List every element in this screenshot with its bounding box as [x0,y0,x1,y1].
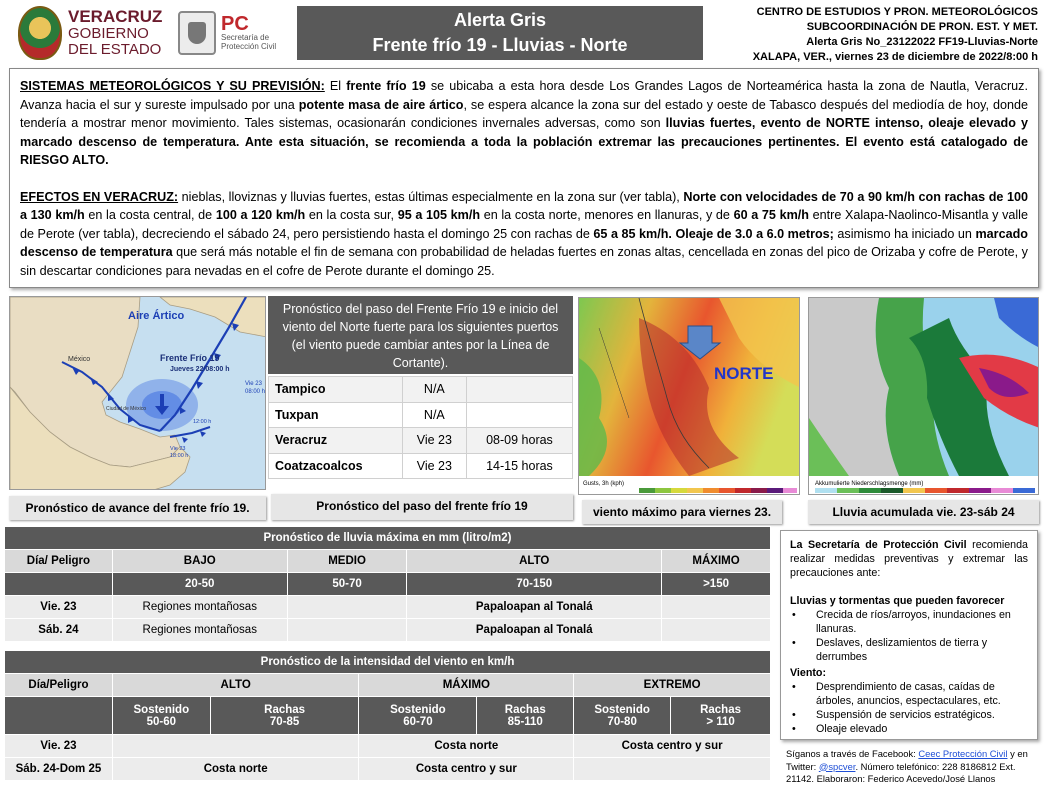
bold-text: Norte con velocidades de 70 a 90 km/h con rachas de 100 a 130 km/h [20,189,1028,222]
rain-level-maximo: MÁXIMO [662,550,771,573]
rain-table [4,526,771,642]
logo-veracruz-line3: DEL ESTADO [68,40,162,58]
bold-text: 95 a 105 km/h [397,208,481,222]
rain-level-bajo: BAJO [112,550,287,573]
bold-text: frente frío 19 [346,79,426,93]
wind-extremo [574,758,771,781]
wind-table [4,650,771,781]
aire-artico-label: Aire Ártico [128,310,185,322]
sub-label: Rachas [264,703,306,716]
rain-maximo [662,596,771,619]
recs-intro-bold: La Secretaría de Protección Civil [790,539,967,551]
sub-value: 70-80 [607,715,637,728]
port-day: Vie 23 [402,428,466,454]
rain-bajo: Regiones montañosas [112,596,287,619]
ports-table-header: Pronóstico del paso del Frente Frío 19 e inicio del viento del Norte fuerte para los siguientes puertos (el viento puede cambiar antes por la Línea de Cortante). [268,296,573,374]
wind-sub-max-sost [359,697,477,735]
rain-alto: Papaloapan al Tonalá [407,596,662,619]
veracruz-government-logo [18,4,168,62]
ports-table [268,376,573,479]
text: se ubicaba a esta hora desde Los Grandes Lagos de Norteamérica hasta la zona de Nautla, Veracruz. Avanza hacia el sur y sureste impulsado por una [20,79,1028,112]
recs-wind-heading: Viento: [790,667,827,679]
rain-row [5,619,771,642]
summary-effects-paragraph [20,188,1028,281]
bold-text: 65 a 85 km/h. Oleaje de 3.0 a 6.0 metros; [593,226,834,241]
front-time-label: Jueves 22/08:00 h [170,366,230,373]
footer-text: y en Twitter: [786,748,1028,772]
footer-text: Síganos a través de Facebook: [786,748,919,759]
port-name: Tuxpan [269,402,403,428]
veracruz-crest-icon [18,6,62,60]
rain-table-title: Pronóstico de lluvia máxima en mm (litro/m2) [5,527,771,550]
front-name-label: Frente Frío 19 [160,353,220,363]
contact-footer [786,748,1038,786]
rain-day: Vie. 23 [5,596,113,619]
text: en la costa sur, [305,208,398,222]
wind-level-extremo: EXTREMO [574,674,771,697]
wind-table-title: Pronóstico de la intensidad del viento en km/h [5,651,771,674]
wind-level-alto: ALTO [112,674,359,697]
wind-maximo: Costa norte [359,735,574,758]
rain-maximo [662,619,771,642]
rain-range-maximo: >150 [662,573,771,596]
wind-gusts-map [578,297,800,495]
vie23-time: 08:00 h [245,389,266,395]
wind-sub-alto-sost [112,697,210,735]
vie23b-time: 12:00 h [193,419,212,425]
recs-item: • Crecida de ríos/arroyos, inundaciones en llanuras. [790,608,1028,636]
sub-value: 50-60 [146,715,177,728]
text: que será más notable el fin de semana con probabilidad de heladas fuertes en zonas altas, cencellada en zonas del pico de Orizaba y cofre de Perote, y sin descartar condiciones para nevadas en el cofre de Perote durante el domingo 25. [20,245,1028,278]
rain-range-blank [5,573,113,596]
front-advance-caption: Pronóstico de avance del frente frío 19. [9,496,266,520]
wind-row [5,758,771,781]
mexico-label: México [68,356,91,363]
summary-systems-paragraph [20,77,1028,170]
front-advance-map [9,296,266,490]
wind-alto [112,735,359,758]
wind-row [5,735,771,758]
recs-item: • Oleaje elevado [790,722,1028,736]
text: entre Xalapa-Naolinco-Misantla y valle de Perote (ver tabla), decreciendo el sábado 24, pero persistiendo hasta el domingo 25 con rachas de [20,208,1028,241]
vie23c-time: 18:00 h [170,453,189,459]
rain-range-alto: 70-150 [407,573,662,596]
rain-map-caption: Lluvia acumulada vie. 23-sáb 24 [808,500,1039,524]
wind-day: Sáb. 24-Dom 25 [5,758,113,781]
rain-legend-bar [815,488,1035,493]
vie23c-label: Vie 23 [170,446,186,452]
bold-text: lluvias fuertes, evento de NORTE intenso, oleaje elevado y marcado descenso de temperatura. Ante esta situación, se recomienda a toda la población extremar las precauciones pertinentes. El evento está catalogado de RIESGO ALTO. [20,116,1028,167]
header-info-line3: Alerta Gris No_23122022 FF19-Lluvias-Norte [806,36,1038,48]
wind-sub-blank [5,697,113,735]
rain-level-medio: MEDIO [287,550,407,573]
wind-legend-label: Gusts, 3h (kph) [583,481,625,487]
bold-text: marcado descenso de temperatura [20,226,1028,259]
alert-title-line1: Alerta Gris [453,10,547,30]
rain-level-alto: ALTO [407,550,662,573]
wind-legend-bar [639,488,797,493]
wind-sub-ext-rachas [671,697,771,735]
front-map-svg [10,297,266,490]
recs-rain-list [790,608,1028,664]
proteccion-civil-logo [178,8,290,58]
port-row [269,402,573,428]
facebook-link[interactable]: Ceec Protección Civil [918,748,1008,759]
header-info-line2: SUBCOORDINACIÓN DE PRON. EST. Y MET. [806,21,1038,33]
header-info-line1: CENTRO DE ESTUDIOS Y PRON. METEOROLÓGICOS [756,6,1038,18]
port-row [269,377,573,403]
text: en la costa norte, menores en llanuras, y de [480,208,734,222]
sub-value: 60-70 [403,715,433,728]
rain-day: Sáb. 24 [5,619,113,642]
header-info [708,5,1038,65]
bold-text: potente masa de aire ártico [298,97,464,112]
wind-level-maximo: MÁXIMO [359,674,574,697]
port-name: Tampico [269,377,403,403]
rain-legend-label: Akkumulierte Niederschlagsmenge (mm) [815,481,924,487]
text: en la costa central, de [84,208,216,222]
port-hours [466,402,572,428]
rain-medio [287,596,407,619]
recs-rain-heading: Lluvias y tormentas que pueden favorecer [790,595,1005,607]
wind-sub-ext-sost [574,697,671,735]
effects-heading: EFECTOS EN VERACRUZ: [20,189,179,204]
port-hours [466,377,572,403]
wind-map-svg [579,298,800,495]
text: nieblas, lloviznas y lluvias fuertes, estas últimas especialmente en la zona sur (ver tabla), [178,189,684,204]
sub-label: Sostenido [594,703,650,716]
ports-caption: Pronóstico del paso del frente frío 19 [271,494,573,520]
rain-medio [287,619,407,642]
vie23-label: Vie 23 [245,381,262,387]
rain-row [5,596,771,619]
wind-maximo: Costa centro y sur [359,758,574,781]
wind-sub-alto-rachas [210,697,359,735]
recs-intro-text: recomienda realizar medidas preventivas y extremar las precauciones ante: [790,539,1028,579]
port-name: Veracruz [269,428,403,454]
alert-title-line2: Frente frío 19 - Lluvias - Norte [372,35,628,55]
port-name: Coatzacoalcos [269,453,403,479]
port-day: Vie 23 [402,453,466,479]
logo-pc-line2: Secretaría de [221,33,270,43]
rain-range-medio: 50-70 [287,573,407,596]
port-day: N/A [402,402,466,428]
wind-sub-max-rachas [477,697,574,735]
recs-item: • Suspensión de servicios estratégicos. [790,708,1028,722]
text: asimismo ha iniciado un [833,226,976,241]
recs-item: • Deslaves, deslizamientos de tierra y derrumbes [790,636,1028,664]
rain-col-day: Día/ Peligro [5,550,113,573]
norte-label: NORTE [714,364,774,383]
pc-seal-icon [178,11,216,55]
sub-label: Rachas [504,703,546,716]
header-info-line4: XALAPA, VER., viernes 23 de diciembre de 2022/8:00 h [752,51,1038,63]
recs-intro [790,538,1028,580]
port-hours: 08-09 horas [466,428,572,454]
sub-label: Rachas [700,703,741,716]
wind-extremo: Costa centro y sur [574,735,771,758]
recs-item: • Desprendimiento de casas, caídas de árboles, anuncios, espectaculares, etc. [790,680,1028,708]
sub-label: Sostenido [390,703,446,716]
forecast-summary [9,68,1039,288]
sub-value: 85-110 [507,715,543,728]
logo-pc-title: PC [221,13,249,36]
sub-value: 70-85 [269,715,300,728]
text: , se espera alcance la zona sur del estado y oeste de Tabasco después del mediodía de hoy, donde tendería a mostrar menor movimiento. Tales sistemas, ocasionarán condiciones invernales adversas, como son [20,97,1028,130]
logo-veracruz-line1: VERACRUZ [68,7,163,27]
text: El [324,79,347,93]
bold-text: 100 a 120 km/h [215,208,306,222]
sub-value: > 110 [706,715,735,728]
rain-map-svg [809,298,1039,495]
bold-text: 60 a 75 km/h [733,208,809,222]
port-day: N/A [402,377,466,403]
rain-bajo: Regiones montañosas [112,619,287,642]
recommendations-box [780,530,1038,740]
footer-text: . Número telefónico: 228 8186812 Ext. 21142. Elaboraron: Federico Acevedo/José Llanos [786,760,1016,784]
rain-alto: Papaloapan al Tonalá [407,619,662,642]
twitter-link[interactable]: @spcver [818,760,856,772]
wind-col-day: Día/Peligro [5,674,113,697]
sub-label: Sostenido [133,703,190,716]
wind-alto: Costa norte [112,758,359,781]
alert-title [297,6,703,60]
accumulated-rain-map [808,297,1039,495]
port-row [269,428,573,454]
systems-heading: SISTEMAS METEOROLÓGICOS Y SU PREVISIÓN: [20,79,325,93]
rain-range-bajo: 20-50 [112,573,287,596]
wind-day: Vie. 23 [5,735,113,758]
logo-pc-line3: Protección Civil [221,42,277,51]
recs-wind-list [790,680,1028,736]
logo-veracruz-line2: GOBIERNO [68,25,149,43]
cdmx-label: Ciudad de México [106,406,147,412]
port-hours: 14-15 horas [466,453,572,479]
port-row [269,453,573,479]
wind-map-caption: viento máximo para viernes 23. [582,500,782,524]
